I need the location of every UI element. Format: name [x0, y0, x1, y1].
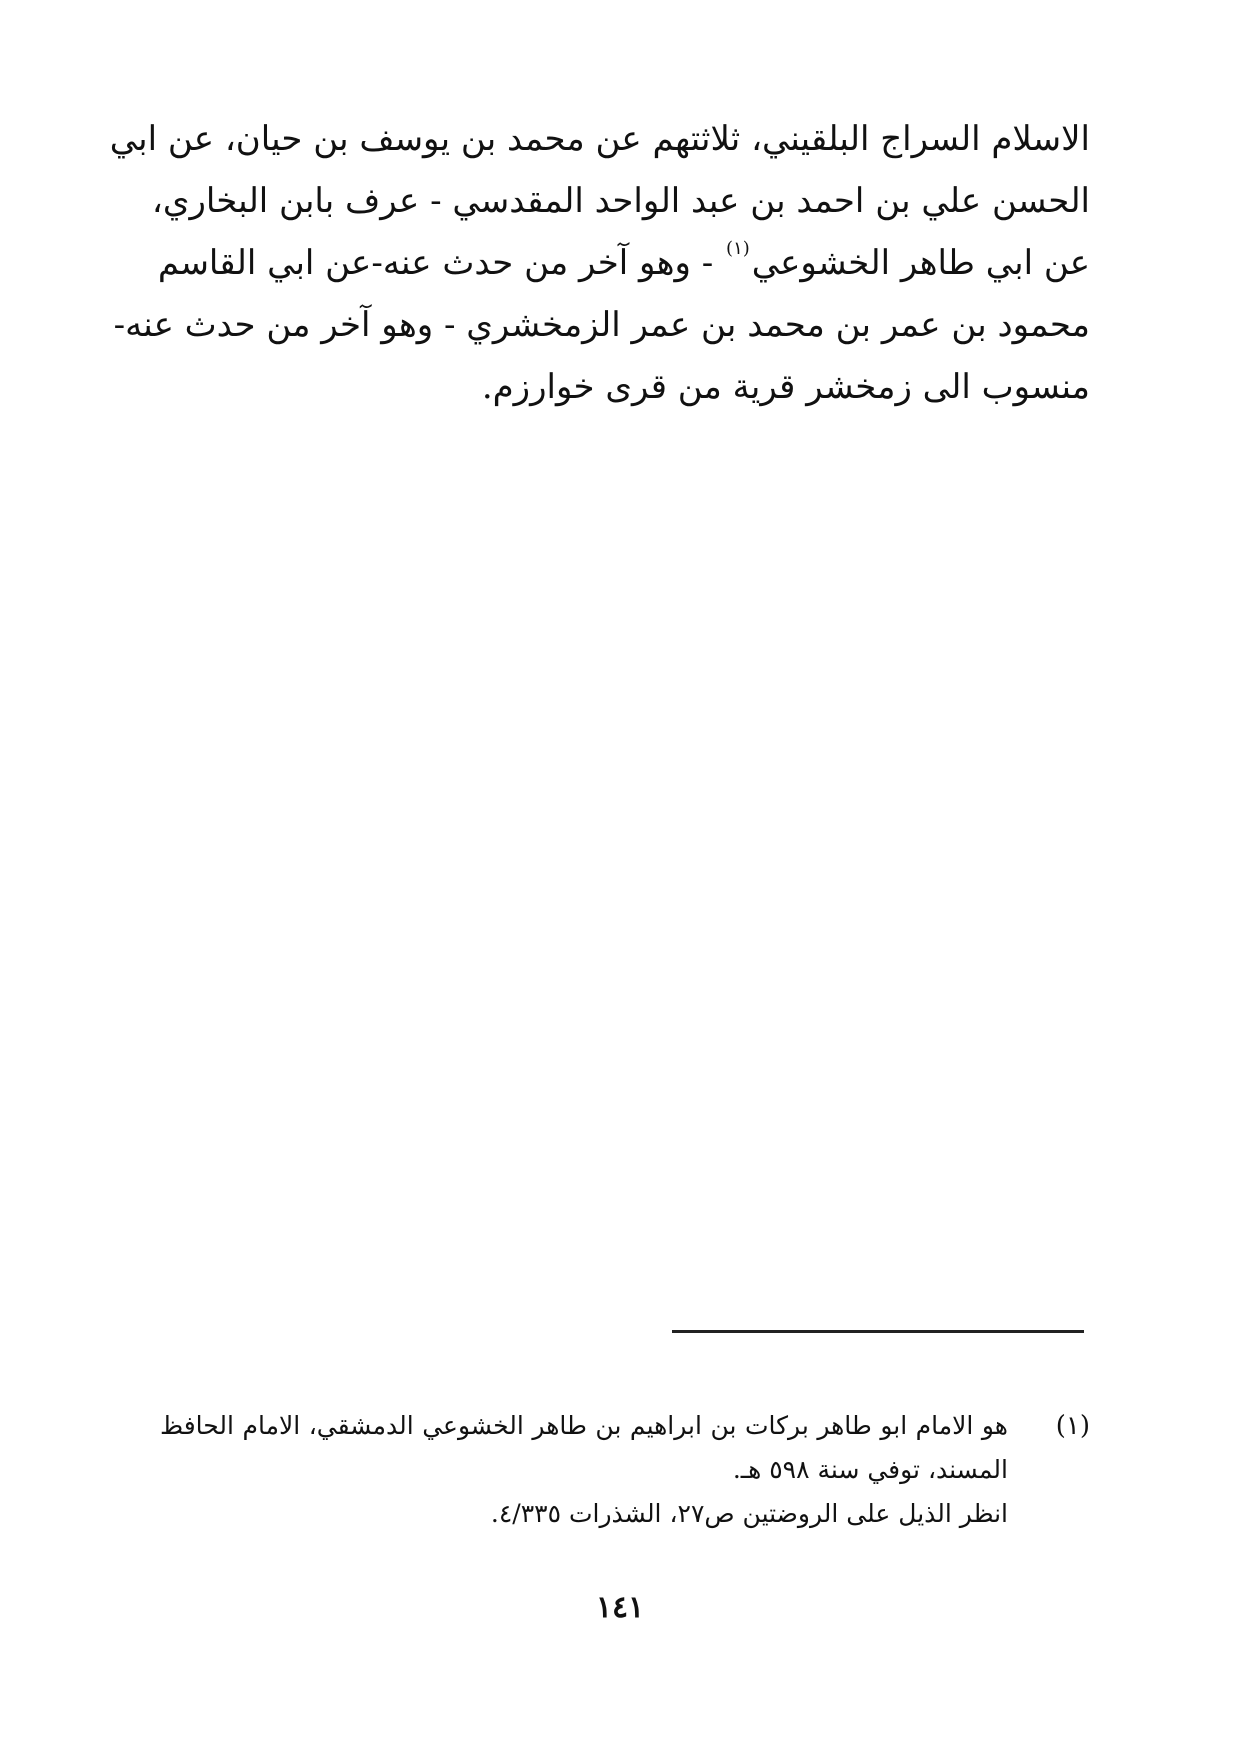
page-number: ١٤١	[595, 1590, 645, 1625]
text-line-5: منسوب الى زمخشر قرية من قرى خوارزم.	[481, 367, 1090, 407]
text-line-3-end: - وهو آخر من حدث عنه-عن ابي القاسم	[157, 243, 714, 283]
main-text	[109, 108, 1090, 418]
footnote-line-3: انظر الذيل على الروضتين ص٢٧، الشذرات ٤/٣٣٥.	[490, 1499, 1008, 1528]
text-line-4: محمود بن عمر بن محمد بن عمر الزمخشري - وهو آخر من حدث عنه-	[113, 305, 1090, 345]
text-line-2: الحسن علي بن احمد بن عبد الواحد المقدسي - عرف بابن البخاري،	[151, 181, 1090, 221]
footnote-line-1: هو الامام ابو طاهر بركات بن ابراهيم بن طاهر الخشوعي الدمشقي، الامام الحافظ	[160, 1411, 1008, 1440]
text-line-3	[157, 232, 1090, 294]
footnote-1	[160, 1404, 1090, 1536]
footnote-text	[160, 1404, 1008, 1536]
footnotes-section	[160, 1404, 1090, 1536]
footnote-reference-1[interactable]: (١)	[726, 237, 750, 259]
text-line-3-start: عن ابي طاهر الخشوعي	[751, 243, 1090, 283]
footnote-number: (١)	[1055, 1411, 1090, 1441]
footnote-line-2: المسند، توفي سنة ٥٩٨ هـ.	[732, 1455, 1008, 1484]
text-line-1: الاسلام السراج البلقيني، ثلاثتهم عن محمد بن يوسف بن حيان، عن ابي	[109, 119, 1090, 159]
footnote-separator	[672, 1330, 1084, 1333]
